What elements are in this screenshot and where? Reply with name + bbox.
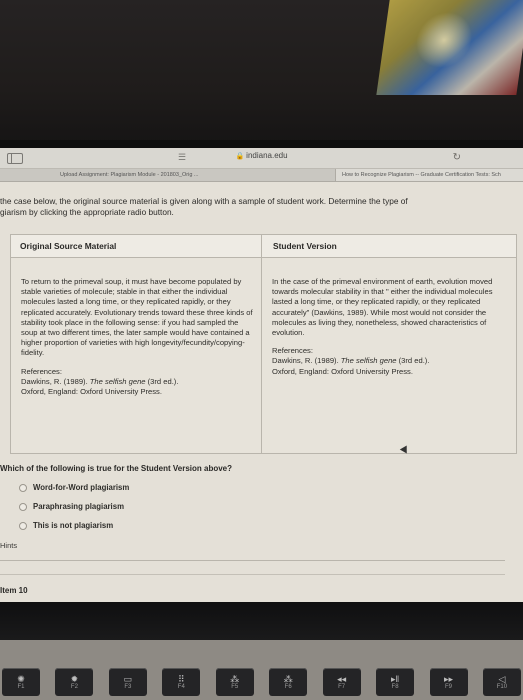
reader-view-icon[interactable]: ☰ bbox=[178, 152, 187, 162]
original-reference: Dawkins, R. (1989). The selfish gene (3rd ed.). bbox=[21, 376, 179, 386]
radio-button[interactable] bbox=[19, 484, 27, 492]
browser-toolbar bbox=[0, 148, 523, 169]
instructions bbox=[0, 196, 515, 218]
option-paraphrasing[interactable] bbox=[19, 502, 124, 511]
student-references-label: References: bbox=[272, 346, 313, 356]
instructions-line-1: the case below, the original source material is given along with a sample of student work. Determine the type of bbox=[0, 196, 408, 206]
tab-upload-assignment[interactable]: Upload Assignment: Plagiarism Module - 201803_Orig ... bbox=[60, 172, 199, 178]
key-f2[interactable]: ✹ F2 bbox=[55, 668, 93, 696]
student-version-cell bbox=[272, 277, 508, 377]
launchpad-icon: ⠿ bbox=[178, 674, 185, 684]
original-reference-line-2: Oxford, England: Oxford University Press. bbox=[21, 387, 162, 397]
original-references-label: References: bbox=[21, 366, 62, 376]
key-f4[interactable]: ⠿ F4 bbox=[162, 668, 200, 696]
radio-button[interactable] bbox=[19, 503, 27, 511]
page-content bbox=[0, 182, 523, 602]
screen-bezel-bottom bbox=[0, 602, 523, 640]
keyboard-light-up-icon: ⁂ bbox=[283, 674, 293, 684]
option-label: Paraphrasing plagiarism bbox=[33, 502, 124, 511]
reload-icon[interactable]: ↻ bbox=[452, 152, 461, 163]
key-f7[interactable]: ◂◂ F7 bbox=[323, 668, 361, 696]
background-photo bbox=[0, 0, 523, 150]
key-f8[interactable]: ▸‖ F8 bbox=[376, 668, 414, 696]
student-reference: Dawkins, R. (1989). The selfish gene (3rd ed.). bbox=[272, 356, 430, 366]
lock-icon: 🔒 bbox=[235, 153, 245, 160]
original-source-cell bbox=[21, 277, 253, 397]
table-header bbox=[11, 235, 516, 258]
next-item-heading: Item 10 bbox=[0, 586, 28, 595]
key-f5[interactable]: ⁂ F5 bbox=[216, 668, 254, 696]
column-divider bbox=[261, 235, 262, 453]
student-text: In the case of the primeval environment of earth, evolution moved towards molecular stability in that " either the individual molecules lasted a long time, or they replicated rapidly, or they replicated accurately" (Dawkins, 1989). While most would not consider the molecules as living they, nonetheless, showed characteristics of evolution. bbox=[272, 277, 493, 338]
key-f3[interactable]: ▭ F3 bbox=[109, 668, 147, 696]
mission-control-icon: ▭ bbox=[123, 674, 133, 684]
instructions-line-2: giarism by clicking the appropriate radio button. bbox=[0, 207, 174, 217]
radio-button[interactable] bbox=[19, 522, 27, 530]
function-key-row bbox=[0, 668, 523, 700]
comparison-table bbox=[10, 234, 517, 454]
divider bbox=[0, 560, 505, 561]
option-not-plagiarism[interactable] bbox=[19, 521, 113, 530]
header-student-version: Student Version bbox=[273, 241, 337, 251]
key-f10[interactable]: ◁ F10 bbox=[483, 668, 521, 696]
url-text: indiana.edu bbox=[246, 151, 288, 160]
original-text: To return to the primeval soup, it must have become populated by stable varieties of molecule; stable in that either the individual molecules lasted a long time, or they replicated rapidly, or they replicated accurately. Evolutionary trends toward these three kinds of stability took place in the following sense: if you had sampled the soup at two different times, the later sample would have contained a higher proportion of varieties with high longevity/fecundity/copying-fidelity. bbox=[21, 277, 253, 358]
rewind-icon: ◂◂ bbox=[337, 674, 347, 684]
brightness-up-icon: ✹ bbox=[70, 674, 79, 684]
key-f1[interactable]: ✺ F1 bbox=[2, 668, 40, 696]
poster-image bbox=[376, 0, 523, 95]
tab-recognize-plagiarism[interactable]: How to Recognize Plagiarism -- Graduate Certification Tests: Sch bbox=[335, 169, 523, 181]
option-label: Word-for-Word plagiarism bbox=[33, 483, 130, 492]
fast-forward-icon: ▸▸ bbox=[443, 674, 454, 684]
question-text: Which of the following is true for the Student Version above? bbox=[0, 464, 233, 473]
mute-icon: ◁ bbox=[498, 674, 506, 684]
divider bbox=[0, 574, 505, 575]
tab-bar bbox=[0, 169, 523, 182]
key-f6[interactable]: ⁂ F6 bbox=[269, 668, 307, 696]
hints-link[interactable]: Hints bbox=[0, 541, 18, 550]
brightness-down-icon: ✺ bbox=[17, 674, 25, 684]
play-pause-icon: ▸‖ bbox=[390, 674, 400, 684]
option-word-for-word[interactable] bbox=[19, 483, 129, 492]
header-original-source: Original Source Material bbox=[20, 241, 117, 251]
keyboard-light-down-icon: ⁂ bbox=[230, 674, 240, 684]
student-reference-line-2: Oxford, England: Oxford University Press. bbox=[272, 366, 413, 376]
key-f9[interactable]: ▸▸ F9 bbox=[430, 668, 468, 696]
address-bar[interactable] bbox=[0, 151, 523, 160]
option-label: This is not plagiarism bbox=[33, 521, 114, 530]
